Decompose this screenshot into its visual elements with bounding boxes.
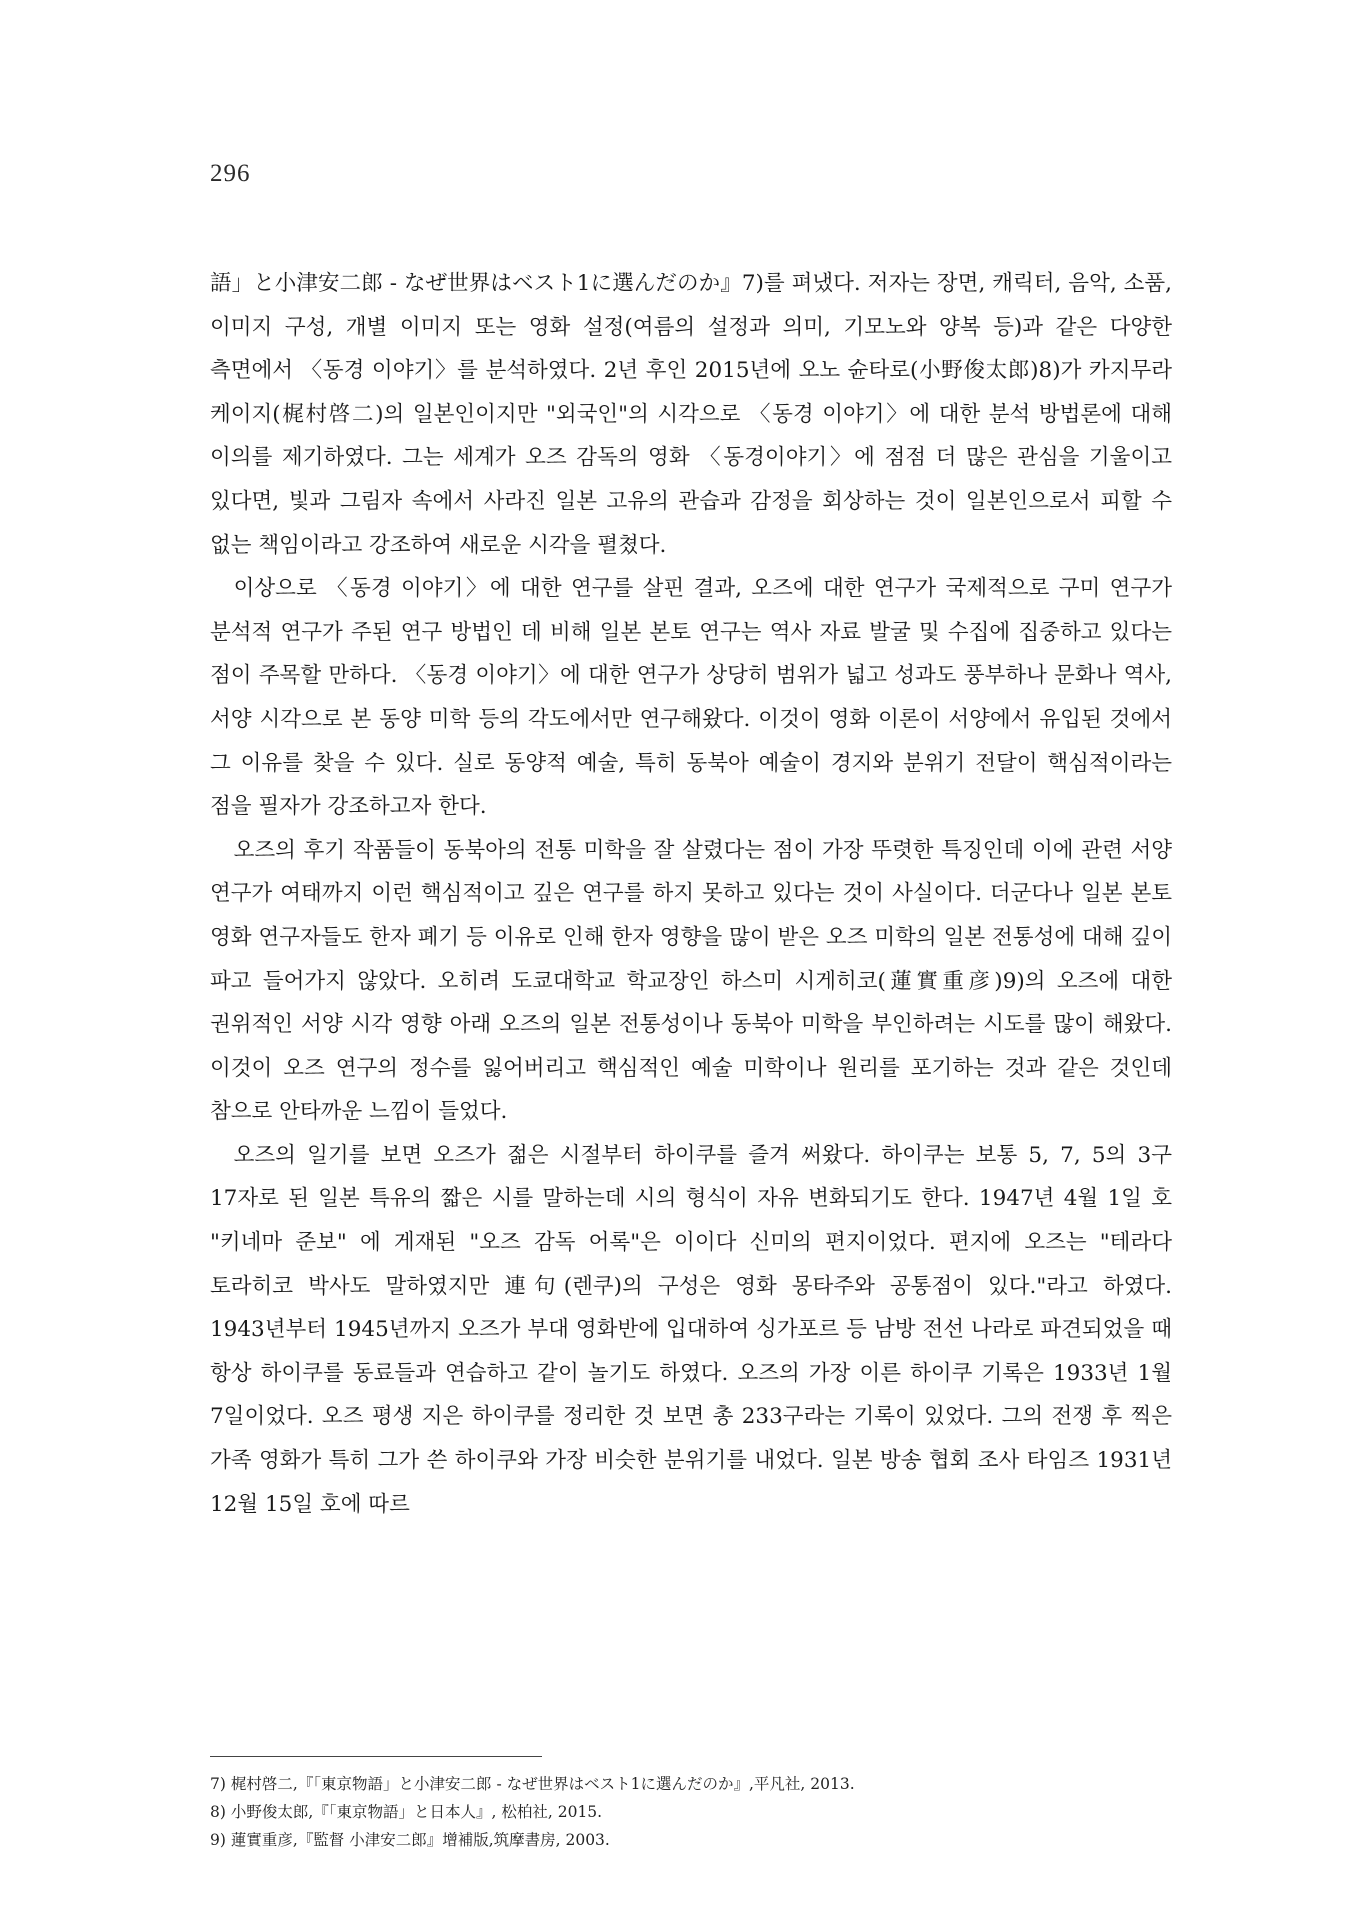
footnote-7: 7) 梶村啓二,『「東京物語」と小津安二郎 - なぜ世界はベスト1に選んだのか』,平凡社, 2013.: [210, 1775, 855, 1793]
paragraph: 오즈의 일기를 보면 오즈가 젊은 시절부터 하이쿠를 즐겨 써왔다. 하이쿠는 보통 5, 7, 5의 3구 17자로 된 일본 특유의 짧은 시를 말하는데 시의 형식이 자유 변화되기도 한다. 1947년 4월 1일 호 "키네마 준보" 에 게재된 "오즈 감독 어록"은 이이다 신미의 편지이었다. 편지에 오즈는 "테라다 토라히코 박사도 말하였지만 連句(렌쿠)의 구성은 영화 몽타주와 공통점이 있다."라고 하였다. 1943년부터 1945년까지 오즈가 부대 영화반에 입대하여 싱가포르 등 남방 전선 나라로 파견되었을 때 항상 하이쿠를 동료들과 연습하고 같이 놀기도 하였다. 오즈의 가장 이른 하이쿠 기록은 1933년 1월 7일이었다. 오즈 평생 지은 하이쿠를 정리한 것 보면 총 233구라는 기록이 있었다. 그의 전쟁 후 찍은 가족 영화가 특히 그가 쓴 하이쿠와 가장 비슷한 분위기를 내었다. 일본 방송 협회 조사 타임즈 1931년 12월 15일 호에 따르: [210, 1142, 1172, 1517]
paragraph-continued: 語」と小津安二郎 - なぜ世界はベスト1に選んだのか』7)를 펴냈다. 저자는 장면, 캐릭터, 음악, 소품, 이미지 구성, 개별 이미지 또는 영화 설정(여름의 설정과 의미, 기모노와 양복 등)과 같은 다양한 측면에서 〈동경 이야기〉를 분석하였다. 2년 후인 2015년에 오노 슌타로(小野俊太郎)8)가 카지무라 케이지(梶村啓二)의 일본인이지만 "외국인"의 시각으로 〈동경 이야기〉에 대한 분석 방법론에 대해 이의를 제기하였다. 그는 세계가 오즈 감독의 영화 〈동경이야기〉에 점점 더 많은 관심을 기울이고 있다면, 빛과 그림자 속에서 사라진 일본 고유의 관습과 감정을 회상하는 것이 일본인으로서 피할 수 없는 책임이라고 강조하여 새로운 시각을 펼쳤다.: [210, 271, 1172, 558]
footnotes: [210, 1770, 1172, 1854]
footnote-9: 9) 蓮實重彦,『監督 小津安二郎』增補版,筑摩書房, 2003.: [210, 1831, 610, 1849]
page-number: 296: [210, 160, 251, 187]
footnote-divider: [210, 1756, 542, 1757]
body-text: [210, 262, 1172, 1526]
footnote-8: 8) 小野俊太郎,『「東京物語」と日本人』, 松柏社, 2015.: [210, 1803, 603, 1821]
paragraph: 이상으로 〈동경 이야기〉에 대한 연구를 살핀 결과, 오즈에 대한 연구가 국제적으로 구미 연구가 분석적 연구가 주된 연구 방법인 데 비해 일본 본토 연구는 역사 자료 발굴 및 수집에 집중하고 있다는 점이 주목할 만하다. 〈동경 이야기〉에 대한 연구가 상당히 범위가 넓고 성과도 풍부하나 문화나 역사, 서양 시각으로 본 동양 미학 등의 각도에서만 연구해왔다. 이것이 영화 이론이 서양에서 유입된 것에서 그 이유를 찾을 수 있다. 실로 동양적 예술, 특히 동북아 예술이 경지와 분위기 전달이 핵심적이라는 점을 필자가 강조하고자 한다.: [210, 576, 1172, 820]
paragraph: 오즈의 후기 작품들이 동북아의 전통 미학을 잘 살렸다는 점이 가장 뚜렷한 특징인데 이에 관련 서양 연구가 여태까지 이런 핵심적이고 깊은 연구를 하지 못하고 있다는 것이 사실이다. 더군다나 일본 본토 영화 연구자들도 한자 폐기 등 이유로 인해 한자 영향을 많이 받은 오즈 미학의 일본 전통성에 대해 깊이 파고 들어가지 않았다. 오히려 도쿄대학교 학교장인 하스미 시게히코(蓮實重彦)9)의 오즈에 대한 권위적인 서양 시각 영향 아래 오즈의 일본 전통성이나 동북아 미학을 부인하려는 시도를 많이 해왔다. 이것이 오즈 연구의 정수를 잃어버리고 핵심적인 예술 미학이나 원리를 포기하는 것과 같은 것인데 참으로 안타까운 느낌이 들었다.: [210, 837, 1172, 1125]
